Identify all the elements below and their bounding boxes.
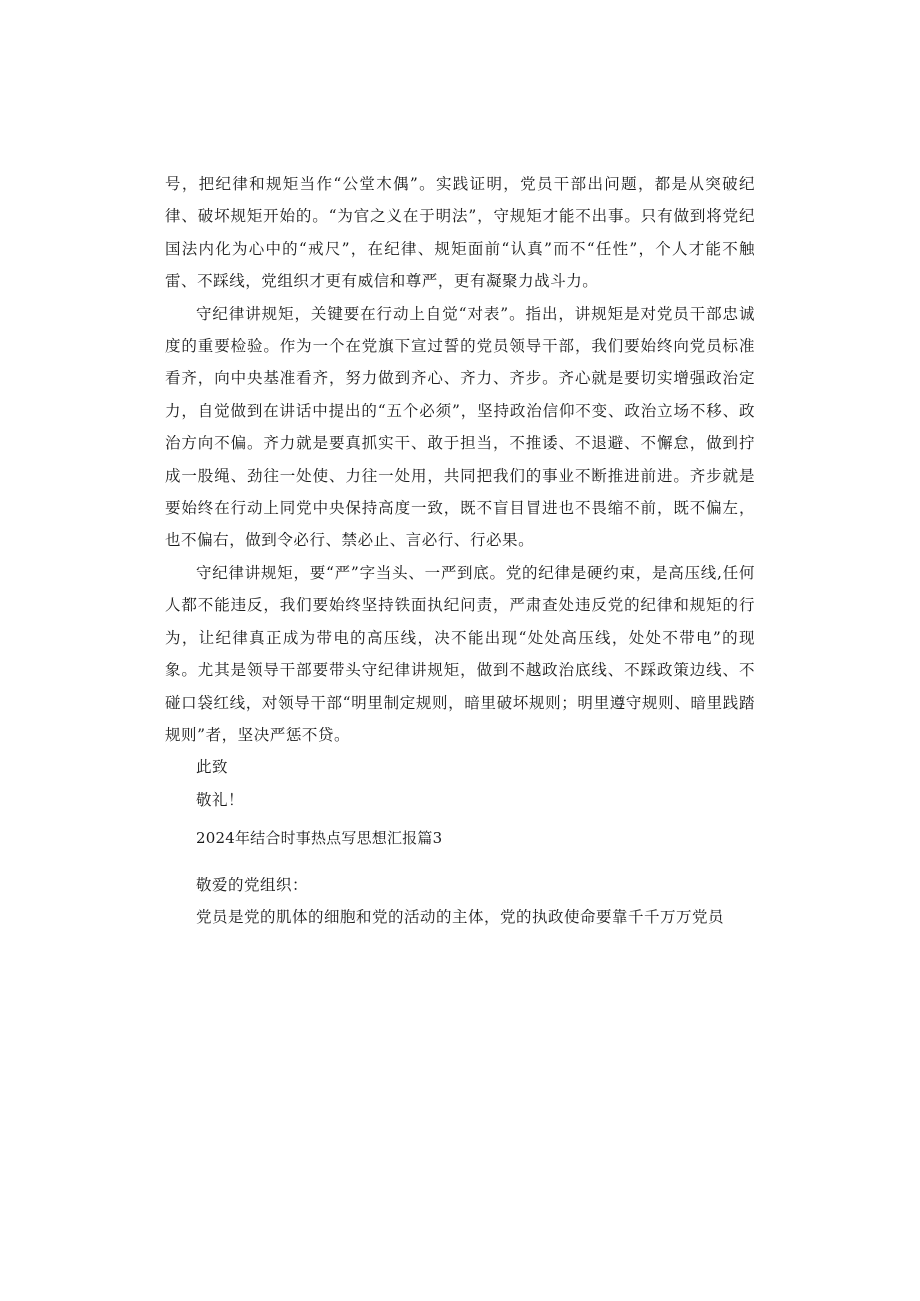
document-page	[165, 168, 755, 933]
salutation: 敬爱的党组织：	[196, 875, 309, 894]
opening-line: 党员是党的肌体的细胞和党的活动的主体，党的执政使命要靠千千万万党员	[196, 907, 725, 926]
closing-salute: 敬礼！	[196, 790, 245, 809]
section-heading: 2024年结合时事热点写思想汇报篇3	[196, 829, 443, 848]
paragraph-strict: 守纪律讲规矩，要“严”字当头、一严到底。党的纪律是硬约束，是高压线,任何人都不能违反，我们要始终坚持铁面执纪问责，严肃查处违反党的纪律和规矩的行为，让纪律真正成为带电的高压线，决不能出现“处处高压线，处处不带电”的现象。尤其是领导干部要带头守纪律讲规矩，做到不越政治底线、不踩政策边线、不碰口袋红线，对领导干部“明里制定规则，暗里破坏规则；明里遵守规则、暗里践踏规则”者，坚决严惩不贷。	[165, 563, 755, 744]
paragraph-continued: 号，把纪律和规矩当作“公堂木偶”。实践证明，党员干部出问题，都是从突破纪律、破坏规矩开始的。“为官之义在于明法”，守规矩才能不出事。只有做到将党纪国法内化为心中的“戒尺”，在纪律、规矩面前“认真”而不“任性”，个人才能不触雷、不踩线，党组织才更有威信和尊严，更有凝聚力战斗力。	[165, 175, 755, 291]
closing-regards: 此致	[196, 758, 229, 777]
paragraph-action: 守纪律讲规矩，关键要在行动上自觉“对表”。指出，讲规矩是对党员干部忠诚度的重要检验。作为一个在党旗下宣过誓的党员领导干部，我们要始终向党员标准看齐，向中央基准看齐，努力做到齐心、齐力、齐步。齐心就是要切实增强政治定力，自觉做到在讲话中提出的“五个必须”，坚持政治信仰不变、政治立场不移、政治方向不偏。齐力就是要真抓实干、敢于担当，不推诿、不退避、不懈怠，做到拧成一股绳、劲往一处使、力往一处用，共同把我们的事业不断推进前进。齐步就是要始终在行动上同党中央保持高度一致，既不盲目冒进也不畏缩不前，既不偏左，也不偏右，做到令必行、禁必止、言必行、行必果。	[165, 304, 755, 550]
